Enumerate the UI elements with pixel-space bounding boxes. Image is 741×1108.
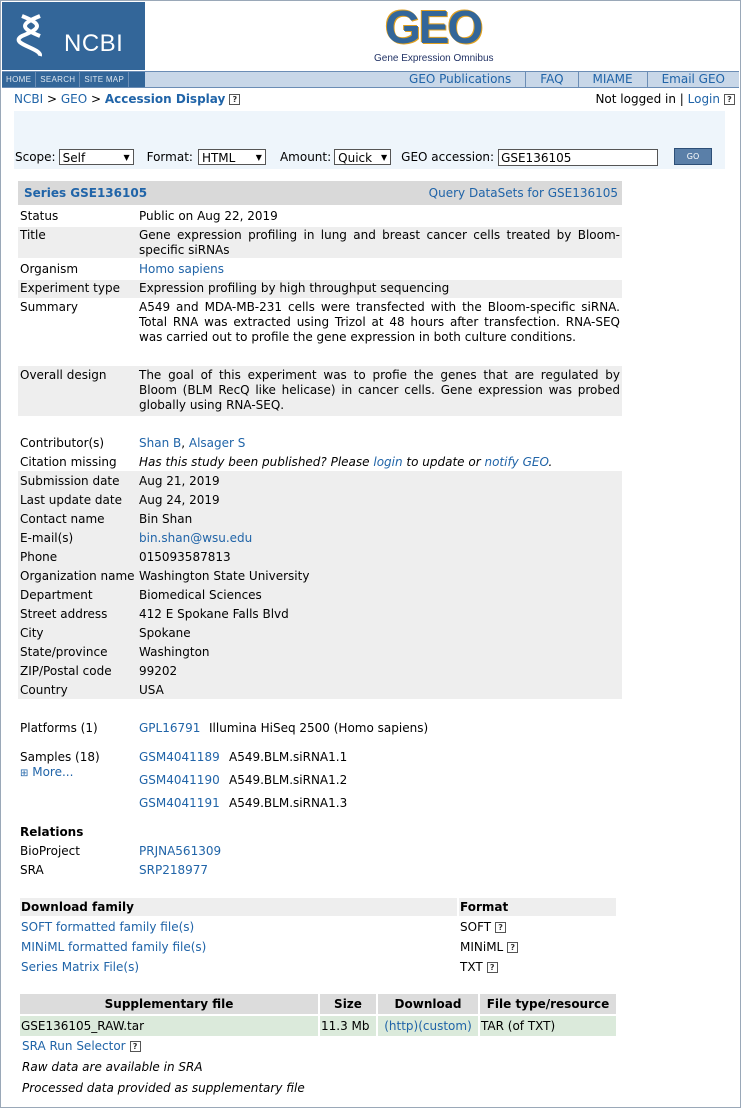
table-header-row — [20, 994, 616, 1014]
contributor-sep: , — [181, 436, 189, 450]
contributor-link[interactable]: Alsager S — [188, 436, 246, 450]
help-icon[interactable]: ? — [130, 1041, 141, 1052]
phone-value: 015093587813 — [139, 550, 231, 564]
sra-run-selector-link[interactable]: SRA Run Selector — [22, 1039, 126, 1053]
login-area — [595, 92, 735, 106]
table-row — [20, 938, 616, 956]
breadcrumb-sep: > — [87, 92, 105, 106]
amount-select[interactable]: Quick ▼ — [334, 149, 391, 165]
processed-data-note: Processed data provided as supplementary file — [22, 1081, 305, 1095]
help-icon[interactable]: ? — [507, 942, 518, 953]
department-label: Department — [20, 588, 93, 602]
nav-geo-publications[interactable]: GEO Publications — [409, 72, 512, 86]
citation-label: Citation missing — [20, 455, 117, 469]
city-label: City — [20, 626, 44, 640]
nav-email-geo[interactable]: Email GEO — [647, 72, 739, 87]
summary-value: A549 and MDA-MB-231 cells were transfected with the Bloom-specific siRNA. Total RNA was extracted using Trizol at 48 hours after transfection. RNA-SEQ was carried out to profile the gene expression in both culture conditions. — [139, 300, 620, 344]
city-value: Spokane — [139, 626, 191, 640]
platforms-label: Platforms (1) — [20, 721, 98, 735]
zip-label: ZIP/Postal code — [20, 664, 112, 678]
bioproject-label: BioProject — [20, 844, 80, 858]
breadcrumb-geo[interactable]: GEO — [60, 92, 88, 106]
help-icon[interactable]: ? — [229, 94, 240, 105]
scope-label: Scope: — [15, 150, 56, 164]
citation-text: to update or — [402, 455, 485, 469]
scope-select[interactable]: Self ▼ — [59, 149, 134, 165]
relations-heading: Relations — [20, 825, 84, 839]
sample-link[interactable]: GSM4041189 — [139, 750, 220, 764]
contact-name-value: Bin Shan — [139, 512, 193, 526]
format-value: TXT — [460, 960, 483, 974]
contact-name-label: Contact name — [20, 512, 105, 526]
format-value: SOFT — [460, 920, 492, 934]
breadcrumb-sep: > — [43, 92, 61, 106]
citation-text: . — [548, 455, 553, 469]
platform-link[interactable]: GPL16791 — [139, 721, 201, 735]
email-link[interactable]: bin.shan@wsu.edu — [139, 531, 253, 545]
format-label: Format: — [146, 150, 193, 164]
raw-data-note: Raw data are available in SRA — [22, 1060, 203, 1074]
nav-search[interactable]: SEARCH — [36, 72, 80, 87]
sra-run-selector — [22, 1039, 141, 1053]
submission-date-label: Submission date — [20, 474, 120, 488]
sample-link[interactable]: GSM4041190 — [139, 773, 220, 787]
bioproject-link[interactable]: PRJNA561309 — [139, 844, 222, 858]
table-header-row — [20, 898, 616, 916]
soft-family-link[interactable]: SOFT formatted family file(s) — [21, 920, 195, 934]
download-header: Download — [378, 994, 478, 1014]
samples-label: Samples (18) — [20, 750, 100, 764]
sample-name: A549.BLM.siRNA1.3 — [229, 796, 348, 810]
more-samples-link[interactable]: More... — [32, 765, 74, 779]
file-type-header: File type/resource — [480, 994, 616, 1014]
street-value: 412 E Spokane Falls Blvd — [139, 607, 289, 621]
table-row — [20, 918, 616, 936]
breadcrumb-current: Accession Display — [104, 92, 226, 106]
country-value: USA — [139, 683, 164, 697]
top-nav-bar — [2, 71, 739, 88]
zip-value: 99202 — [139, 664, 178, 678]
submission-date-value: Aug 21, 2019 — [139, 474, 220, 488]
miniml-family-link[interactable]: MINiML formatted family file(s) — [21, 940, 207, 954]
citation-login-link[interactable]: login — [373, 455, 403, 469]
organization-value: Washington State University — [139, 569, 310, 583]
help-icon[interactable]: ? — [724, 94, 735, 105]
country-label: Country — [20, 683, 68, 697]
amount-label: Amount: — [279, 150, 332, 164]
download-family-header: Download family — [20, 898, 457, 916]
geo-nav — [395, 72, 739, 87]
nav-site-map[interactable]: SITE MAP — [80, 72, 129, 87]
geo-logo-subtitle: Gene Expression Omnibus — [374, 53, 494, 64]
phone-label: Phone — [20, 550, 58, 564]
accession-label: GEO accession: — [401, 150, 495, 164]
sample-link[interactable]: GSM4041191 — [139, 796, 220, 810]
supplementary-file-size: 11.3 Mb — [320, 1016, 376, 1036]
last-update-label: Last update date — [20, 493, 122, 507]
citation-value — [139, 455, 620, 470]
login-status: Not logged in — [595, 92, 676, 106]
supplementary-file-header: Supplementary file — [20, 994, 318, 1014]
nav-miame[interactable]: MIAME — [578, 72, 647, 87]
custom-download-link[interactable]: (custom) — [418, 1019, 472, 1033]
platform-description: Illumina HiSeq 2500 (Homo sapiens) — [209, 721, 429, 735]
nav-faq[interactable]: FAQ — [525, 72, 577, 87]
email-label: E-mail(s) — [20, 531, 74, 545]
supplementary-table — [18, 992, 618, 1038]
geo-logo[interactable] — [374, 1, 520, 66]
table-row — [20, 958, 616, 976]
sra-label: SRA — [20, 863, 44, 877]
notify-geo-link[interactable]: notify GEO — [484, 455, 549, 469]
state-label: State/province — [20, 645, 108, 659]
login-sep: | — [675, 92, 688, 106]
format-header: Format — [459, 898, 616, 916]
format-select[interactable]: HTML ▼ — [198, 149, 266, 165]
street-label: Street address — [20, 607, 108, 621]
sample-name: A549.BLM.siRNA1.2 — [229, 773, 348, 787]
overall-design-value: The goal of this experiment was to profie the genes that are regulated by Bloom (BLM RecQ like helicase) in cancer cells. Gene expression was probed globally using RNA-SEQ. — [139, 368, 620, 412]
summary-label: Summary — [20, 300, 78, 314]
search-panel — [14, 111, 725, 169]
size-header: Size — [320, 994, 376, 1014]
accession-input[interactable]: GSE136105 — [498, 149, 658, 166]
title-label: Title — [20, 228, 46, 242]
series-title: Series GSE136105 — [24, 186, 148, 200]
search-row — [14, 148, 658, 166]
citation-text: Has this study been published? Please — [139, 455, 374, 469]
title-value: Gene expression profiling in lung and breast cancer cells treated by Bloom-specific siRNAs — [139, 228, 620, 257]
sample-name: A549.BLM.siRNA1.1 — [229, 750, 348, 764]
supplementary-file-type: TAR (of TXT) — [480, 1016, 616, 1036]
expand-icon: ⊞ — [20, 768, 29, 779]
experiment-type-value: Expression profiling by high throughput sequencing — [139, 281, 450, 295]
series-header — [18, 181, 622, 205]
query-datasets-link[interactable]: Query DataSets for GSE136105 — [428, 186, 618, 200]
contributors-label: Contributor(s) — [20, 436, 105, 450]
http-download-link[interactable]: (http) — [384, 1019, 419, 1033]
help-icon[interactable]: ? — [487, 962, 498, 973]
breadcrumb-ncbi[interactable]: NCBI — [14, 92, 44, 106]
overall-design-label: Overall design — [20, 368, 107, 382]
contributors-value — [139, 436, 620, 451]
ncbi-logo[interactable] — [2, 2, 145, 70]
more-samples-toggle[interactable] — [20, 765, 73, 779]
experiment-type-label: Experiment type — [20, 281, 120, 295]
organization-label: Organization name — [20, 569, 135, 583]
table-row — [20, 1016, 616, 1036]
breadcrumb — [14, 92, 240, 106]
organism-label: Organism — [20, 262, 79, 276]
geo-logo-text: GEO — [385, 1, 482, 53]
status-value: Public on Aug 22, 2019 — [139, 209, 278, 223]
nav-home[interactable]: HOME — [2, 72, 36, 87]
department-value: Biomedical Sciences — [139, 588, 262, 602]
supplementary-file-name: GSE136105_RAW.tar — [20, 1016, 318, 1036]
contributor-link[interactable]: Shan B — [139, 436, 182, 450]
state-value: Washington — [139, 645, 210, 659]
download-family-table — [18, 896, 618, 978]
status-label: Status — [20, 209, 59, 223]
go-button[interactable]: GO — [674, 148, 712, 165]
ncbi-logo-text: NCBI — [64, 30, 124, 57]
organism-link[interactable]: Homo sapiens — [139, 262, 225, 276]
last-update-value: Aug 24, 2019 — [139, 493, 220, 507]
series-matrix-link[interactable]: Series Matrix File(s) — [21, 960, 140, 974]
sra-link[interactable]: SRP218977 — [139, 863, 208, 877]
ncbi-nav — [2, 72, 145, 87]
dna-helix-icon — [16, 14, 46, 58]
format-value: MINiML — [460, 940, 504, 954]
help-icon[interactable]: ? — [495, 922, 506, 933]
login-link[interactable]: Login — [687, 92, 720, 106]
